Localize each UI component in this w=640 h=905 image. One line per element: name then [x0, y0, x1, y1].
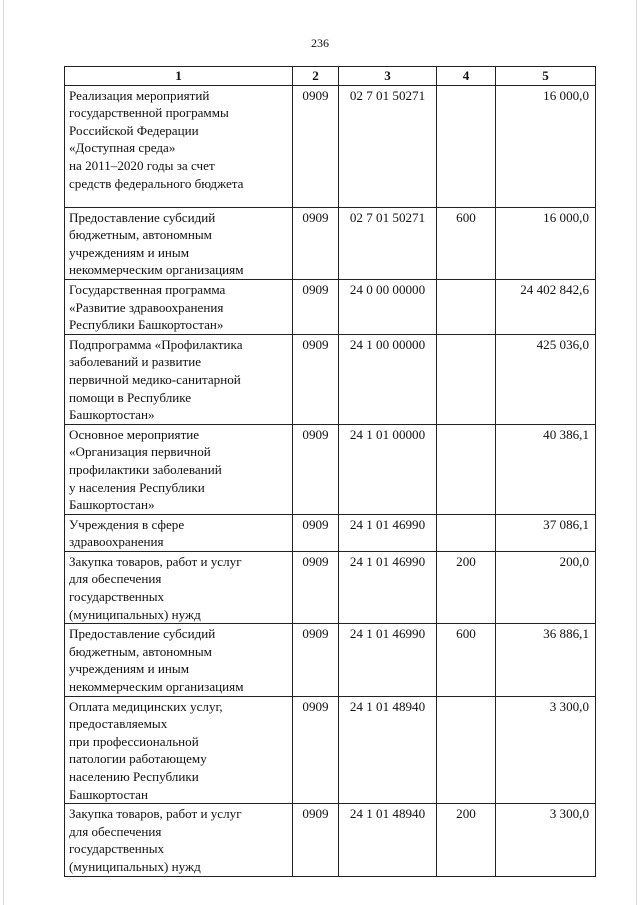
row-description: Предоставление субсидий бюджетным, автономным учреждениям и иным некоммерческим организациям [65, 624, 293, 696]
header-col-3: 3 [339, 67, 437, 86]
row-expense-type [437, 514, 496, 551]
row-section-code: 0909 [293, 424, 339, 514]
row-article-code: 24 1 01 46990 [339, 514, 437, 551]
row-expense-type [437, 334, 496, 424]
row-description: Государственная программа «Развитие здравоохранения Республики Башкортостан» [65, 279, 293, 334]
header-col-2: 2 [293, 67, 339, 86]
header-col-1: 1 [65, 67, 293, 86]
table-row [65, 696, 596, 804]
scan-edge-left [3, 0, 4, 905]
row-section-code: 0909 [293, 624, 339, 696]
row-section-code: 0909 [293, 514, 339, 551]
row-amount: 425 036,0 [496, 334, 596, 424]
row-expense-type [437, 85, 496, 207]
table-header-row [65, 67, 596, 86]
row-description: Реализация мероприятий государственной программы Российской Федерации «Доступная среда» на 2011–2020 годы за счет средств федерального бюджета [65, 85, 293, 207]
row-article-code: 24 1 00 00000 [339, 334, 437, 424]
row-amount: 24 402 842,6 [496, 279, 596, 334]
row-section-code: 0909 [293, 696, 339, 804]
page-number: 236 [311, 36, 329, 50]
table-row [65, 424, 596, 514]
table-row [65, 207, 596, 279]
row-amount: 40 386,1 [496, 424, 596, 514]
row-section-code: 0909 [293, 804, 339, 876]
table-row [65, 514, 596, 551]
row-expense-type: 200 [437, 551, 496, 623]
row-section-code: 0909 [293, 334, 339, 424]
row-article-code: 24 0 00 00000 [339, 279, 437, 334]
header-col-5: 5 [496, 67, 596, 86]
row-article-code: 02 7 01 50271 [339, 85, 437, 207]
row-amount: 16 000,0 [496, 85, 596, 207]
row-expense-type: 200 [437, 804, 496, 876]
row-amount: 3 300,0 [496, 696, 596, 804]
row-amount: 36 886,1 [496, 624, 596, 696]
header-col-4: 4 [437, 67, 496, 86]
table-row [65, 624, 596, 696]
row-description: Подпрограмма «Профилактика заболеваний и развитие первичной медико-санитарной помощи в Республике Башкортостан» [65, 334, 293, 424]
row-article-code: 02 7 01 50271 [339, 207, 437, 279]
row-article-code: 24 1 01 46990 [339, 624, 437, 696]
row-description: Учреждения в сфере здравоохранения [65, 514, 293, 551]
row-article-code: 24 1 01 46990 [339, 551, 437, 623]
row-article-code: 24 1 01 48940 [339, 804, 437, 876]
row-amount: 3 300,0 [496, 804, 596, 876]
budget-table [64, 66, 596, 877]
row-article-code: 24 1 01 48940 [339, 696, 437, 804]
row-expense-type: 600 [437, 624, 496, 696]
row-section-code: 0909 [293, 85, 339, 207]
row-description: Основное мероприятие «Организация первичной профилактики заболеваний у населения Республики Башкортостан» [65, 424, 293, 514]
scan-edge-right [636, 0, 637, 905]
row-description: Закупка товаров, работ и услуг для обеспечения государственных (муниципальных) нужд [65, 551, 293, 623]
table-row [65, 279, 596, 334]
row-description: Закупка товаров, работ и услуг для обеспечения государственных (муниципальных) нужд [65, 804, 293, 876]
row-expense-type [437, 279, 496, 334]
table-row [65, 804, 596, 876]
row-description: Предоставление субсидий бюджетным, автономным учреждениям и иным некоммерческим организациям [65, 207, 293, 279]
row-section-code: 0909 [293, 207, 339, 279]
row-section-code: 0909 [293, 551, 339, 623]
row-expense-type: 600 [437, 207, 496, 279]
row-amount: 37 086,1 [496, 514, 596, 551]
row-expense-type [437, 424, 496, 514]
row-section-code: 0909 [293, 279, 339, 334]
row-article-code: 24 1 01 00000 [339, 424, 437, 514]
table-row [65, 551, 596, 623]
row-description: Оплата медицинских услуг, предоставляемых при профессиональной патологии работающему населению Республики Башкортостан [65, 696, 293, 804]
row-amount: 200,0 [496, 551, 596, 623]
row-amount: 16 000,0 [496, 207, 596, 279]
table-row [65, 85, 596, 207]
table-row [65, 334, 596, 424]
row-expense-type [437, 696, 496, 804]
